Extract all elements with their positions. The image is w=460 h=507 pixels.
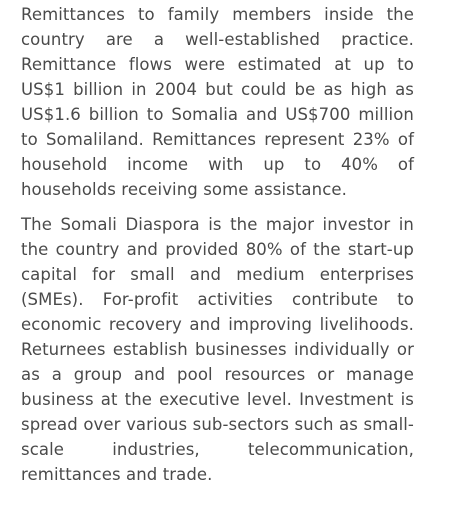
- paragraph-remittances: Remittances to family members inside the country are a well-established practice. Remittance flows were estimated at up to US$1 billion in 2004 but could be as high as US$1.6 billion to Somalia and US$700 million to Somaliland. Remittances represent 23% of household income with up to 40% of households receiving some assistance.: [21, 5, 414, 199]
- paragraph-diaspora-investment: The Somali Diaspora is the major investor in the country and provided 80% of the start-up capital for small and medium enterprises (SMEs). For-profit activities contribute to economic recovery and improving livelihoods. Returnees establish businesses individually or as a group and pool resources or manage business at the executive level. Investment is spread over various sub-sectors such as small-scale industries, telecommunication, remittances and trade.: [21, 215, 414, 484]
